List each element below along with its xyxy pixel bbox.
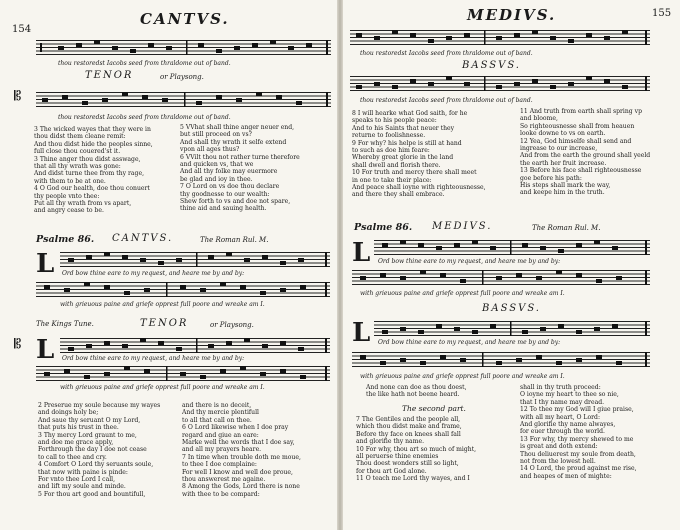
verse-line: 4 O God our health, doe thou conuert: [34, 185, 150, 193]
music-staff: [36, 282, 330, 297]
initial-capital: L: [352, 238, 371, 268]
verse-line: Forthrough the day I doe not cease: [38, 446, 147, 454]
verse-line: 3 The wicked wayes that they were in: [34, 126, 151, 133]
right-page: [342, 0, 680, 530]
music-staff: [352, 352, 650, 367]
music-notes: [350, 27, 650, 48]
verse-line: and all my prayers heare.: [182, 446, 262, 454]
music-notes: [60, 335, 330, 356]
verse-line: full close thou couered'st it.: [34, 148, 121, 156]
music-staff: [60, 252, 330, 267]
verse-line: which thou didst make and frame,: [356, 423, 462, 431]
verse-line: with thee to be compard:: [182, 490, 260, 498]
verse-line: Marke well the words that I doe say,: [182, 439, 295, 447]
verse-line: returne to foolishnesse.: [352, 132, 426, 140]
verse-line: So righteousnesse shall from heauen: [520, 122, 635, 130]
verse-line: thou didst them cleane remit:: [34, 133, 126, 141]
verse-line: but still proceed on vs?: [180, 131, 252, 139]
verse-line: be glad and ioy in thee.: [180, 175, 253, 183]
psalm-label: Psalme 86.: [354, 222, 413, 233]
verse-line: 12 To thee my God will I giue praise,: [520, 406, 634, 414]
lyric-underlay: Ord bow thine eare to my request, and heare me by and by:: [378, 339, 561, 346]
music-notes: [350, 73, 650, 94]
verse-line: 5 For thou art good and bountifull,: [38, 490, 146, 498]
lyric-underlay: thou restoredst Iacobs seed from thraldome out of band.: [58, 60, 231, 67]
verses-bottom-column-1: [38, 402, 160, 498]
lyric-underlay: with grieuous paine and griefe opprest full poore and wreake am I.: [360, 290, 565, 297]
music-notes: [352, 267, 650, 288]
verse-line: thine aid and sauing health.: [180, 205, 267, 213]
verse-line: 2 Preserue my soule because my wayes: [38, 402, 161, 409]
lyric-underlay: with grieuous paine and griefe opprest full poore and wreake am I.: [60, 301, 265, 308]
verse-line: that puts his trust in thee.: [38, 424, 119, 432]
verse-line: 6 VVilt thou not rather turne therefore: [180, 153, 300, 161]
verse-line: that I thy name may dread.: [520, 398, 605, 406]
verse-line: goe before his path:: [520, 174, 582, 182]
verse-line: And didst turne thee from thy rage,: [34, 170, 144, 178]
verse-line: all peruerse thine enemies: [356, 453, 439, 461]
verse-line: Thou doest wonders still so light,: [356, 460, 459, 468]
verse-line: 11 O teach me Lord thy wayes, and I: [356, 475, 470, 483]
verse-line: 6 O Lord likewise when I doe pray: [182, 424, 289, 432]
verse-line: And from the earth the ground shall yeeld: [520, 152, 651, 160]
verse-line: and doe me grace apply,: [38, 439, 114, 447]
cantus-heading: CANTVS.: [112, 233, 174, 244]
music-staff: [350, 76, 650, 91]
verses-column-2: [180, 124, 300, 213]
verse-line: thou answerest me againe.: [182, 476, 266, 484]
verse-line: to call to thee and cry.: [38, 453, 107, 461]
verse-line: with them to be at one.: [34, 177, 106, 185]
verse-line: 8 Among the Gods, Lord there is none: [182, 483, 300, 491]
verse-line: to thee I doe complaine:: [182, 461, 257, 469]
verse-line: 14 O Lord, the proud against me rise,: [520, 465, 637, 473]
verse-line: O ioyne my heart to thee so nie,: [520, 391, 619, 399]
verse-line: for thou art God alone.: [356, 467, 427, 475]
verses-column-2: [520, 108, 650, 197]
clef-icon: 𝄡: [14, 337, 22, 352]
verse-line: 7 The Gentiles and the people all,: [356, 416, 461, 423]
lyric-underlay: with grieuous paine and griefe opprest full poore and wreake am I.: [60, 384, 265, 391]
verse-line: for euer through the world.: [520, 428, 605, 436]
verse-line: with all my heart, O Lord:: [520, 413, 601, 421]
music-notes: [374, 237, 650, 258]
verse-line: For well I know and well doe proue,: [182, 468, 293, 476]
verse-line: 11 And truth from earth shall spring vp: [520, 108, 642, 115]
verse-line: 4 Comfort O Lord thy seruants soule,: [38, 461, 154, 469]
verse-line: For vnto thee Lord I call,: [38, 476, 116, 484]
verse-line: And to his Saints that neuer they: [352, 124, 455, 132]
verses-bottom-column-1: [356, 416, 476, 483]
clef-icon: 𝄡: [14, 89, 22, 104]
page-number: 154: [12, 24, 32, 35]
lyric-underlay: thou restoredst Iacobs seed from thraldome out of band.: [360, 50, 533, 57]
verse-line: and quicken vs, that we: [180, 161, 254, 169]
verse-line: shall dwell and florish there.: [352, 161, 441, 169]
verse-line: 12 Yea, God himselfe shall send and: [520, 137, 632, 145]
lyric-underlay: Ord bow thine eare to my request, and heare me by and by:: [378, 258, 561, 265]
lyric-underlay: with grieuous paine and griefe opprest full poore and wreake am I.: [360, 373, 565, 380]
verse-line: Whereby great glorie in the land: [352, 154, 454, 162]
verses-bottom-column-2: [182, 402, 301, 498]
verse-line: Shew forth to vs and doe not spare,: [180, 198, 291, 206]
music-staff: [36, 40, 331, 55]
lyric-underlay: Ord bow thine eare to my request, and heare me by and by:: [62, 355, 245, 362]
verses-column-1: [34, 126, 153, 215]
verse-line: 3 Thy mercy Lord graunt to me,: [38, 431, 137, 439]
verse-line: that all thy wrath was gone:: [34, 163, 121, 171]
music-staff: [350, 30, 650, 45]
tune-label: or Playsong.: [160, 73, 204, 81]
lyric-underlay: Ord bow thine eare to my request, and heare me by and by:: [62, 270, 245, 277]
verse-line: Thou deliuerest my soule from death,: [520, 450, 636, 458]
music-staff: [374, 321, 650, 336]
verse-line: And none can doe as thou doest,: [366, 384, 467, 391]
verse-line: in one to take their place:: [352, 176, 432, 184]
music-staff: [36, 366, 330, 381]
tune-name: The Roman Rul. M.: [532, 224, 601, 232]
verse-line: And peace shall ioyne with righteousnesse,: [352, 184, 486, 192]
verse-line: vpon all ages thus?: [180, 146, 240, 154]
tenor-heading: TENOR: [85, 70, 134, 81]
verse-line: and bloome,: [520, 115, 558, 123]
verse-line: that now with paine is pinde:: [38, 468, 128, 476]
music-staff: [352, 270, 650, 285]
verse-line: to all that call on thee.: [182, 416, 252, 424]
music-notes: [36, 37, 331, 58]
music-notes: [352, 349, 650, 370]
music-notes: [374, 318, 650, 339]
verse-line: not from the lowest hell.: [520, 458, 596, 466]
left-page: [0, 0, 338, 530]
verse-line: ingrease to our increase,: [520, 145, 598, 153]
verse-line: 8 I will hearke what God saith, for he: [352, 110, 468, 117]
music-staff: [60, 338, 330, 353]
verse-line: speaks to his people peace:: [352, 117, 437, 125]
verse-line: 13 For why, thy mercy shewed to me: [520, 435, 634, 443]
verse-line: and keepe him in the truth.: [520, 189, 605, 197]
verse-line: and glorifie thy name.: [356, 438, 425, 446]
lyric-underlay: thou restoredst Iacobs seed from thraldome out of band.: [360, 97, 533, 104]
medius-heading: MEDIVS.: [432, 221, 493, 232]
verse-line: Before thy face on knees shall fall: [356, 430, 461, 438]
verse-line: 13 Before his face shall righteousnesse: [520, 167, 642, 175]
verse-line: 9 For why? his helpe is still at hand: [352, 139, 462, 147]
verses-bottom-column-2: [520, 384, 637, 480]
running-head: CANTVS.: [140, 10, 230, 28]
verse-line: and lift my soule and minde.: [38, 483, 126, 491]
verse-line: And thou didst hide the peoples sinne,: [34, 140, 153, 148]
page-number: 155: [652, 8, 672, 19]
verse-line: And all thy folke may euermore: [180, 168, 278, 176]
verse-line: And saue thy seruant O my Lord,: [38, 416, 141, 424]
verse-line: and angry cease to be.: [34, 207, 104, 215]
bassus-heading: BASSVS.: [482, 303, 541, 314]
tune-name: The Roman Rul. M.: [200, 236, 269, 244]
verse-line: is great and doth extend:: [520, 443, 598, 451]
verse-line: 10 For truth and mercy there shall meet: [352, 169, 477, 177]
verse-line: regard and giue an eare:: [182, 431, 259, 439]
verse-line: the like hath not beene heard.: [366, 391, 460, 399]
initial-capital: L: [352, 318, 371, 348]
second-part-heading: The second part.: [402, 404, 466, 413]
verse-line: shall in thy truth proceed:: [520, 384, 601, 391]
verse-line: the earth her fruit increase.: [520, 159, 607, 167]
bassus-heading: BASSVS.: [462, 60, 521, 71]
verse-line: 7 In time when trouble doth me moue,: [182, 453, 301, 461]
verse-line: And thy mercie plentifull: [182, 409, 259, 417]
psalm-label: Psalme 86.: [36, 234, 95, 245]
verse-line: And shall thy wrath it selfe extend: [180, 138, 287, 146]
tune-label: or Playsong.: [210, 321, 254, 329]
verse-line: Put all thy wrath from vs apart,: [34, 200, 132, 208]
tune-name: The Kings Tune.: [36, 320, 94, 328]
running-head: MEDIVS.: [467, 6, 557, 24]
verse-line: 5 VVhat shall thine anger neuer end,: [180, 124, 295, 131]
verse-line: And glorifie thy name alwayes,: [520, 421, 616, 429]
initial-capital: L: [36, 335, 55, 365]
music-notes: [36, 279, 330, 300]
verse-line: and there they shall embrace.: [352, 191, 445, 199]
verse-line: to such as doe him feare:: [352, 147, 430, 155]
tenor-heading: TENOR: [140, 318, 189, 329]
music-notes: [36, 363, 330, 384]
verse-line: 7 O Lord on vs doe thou declare: [180, 183, 280, 191]
verses-column-1: [352, 110, 486, 199]
verse-line: thy people vnto thee:: [34, 192, 100, 200]
verse-line: and doings holy be;: [38, 409, 99, 417]
music-notes: [36, 89, 331, 110]
music-notes: [60, 249, 330, 270]
verse-line: thy goodnesse to our wealth:: [180, 190, 270, 198]
verse-line: and heapes of men of mighte:: [520, 472, 612, 480]
verse-line: looke downe to vs on earth.: [520, 130, 606, 138]
verse-line: 3 Thine anger thou didst asswage,: [34, 155, 141, 163]
music-staff: [374, 240, 650, 255]
verse-line: 10 For why, thou art so much of might,: [356, 445, 477, 453]
stanza-tail: [366, 384, 467, 399]
verse-line: His steps shall mark the way,: [520, 182, 611, 190]
verse-line: and there is no deceit,: [182, 402, 252, 409]
initial-capital: L: [36, 249, 55, 279]
music-staff: [36, 92, 331, 107]
lyric-underlay: thou restoredst Iacobs seed from thraldome out of band.: [58, 114, 231, 121]
